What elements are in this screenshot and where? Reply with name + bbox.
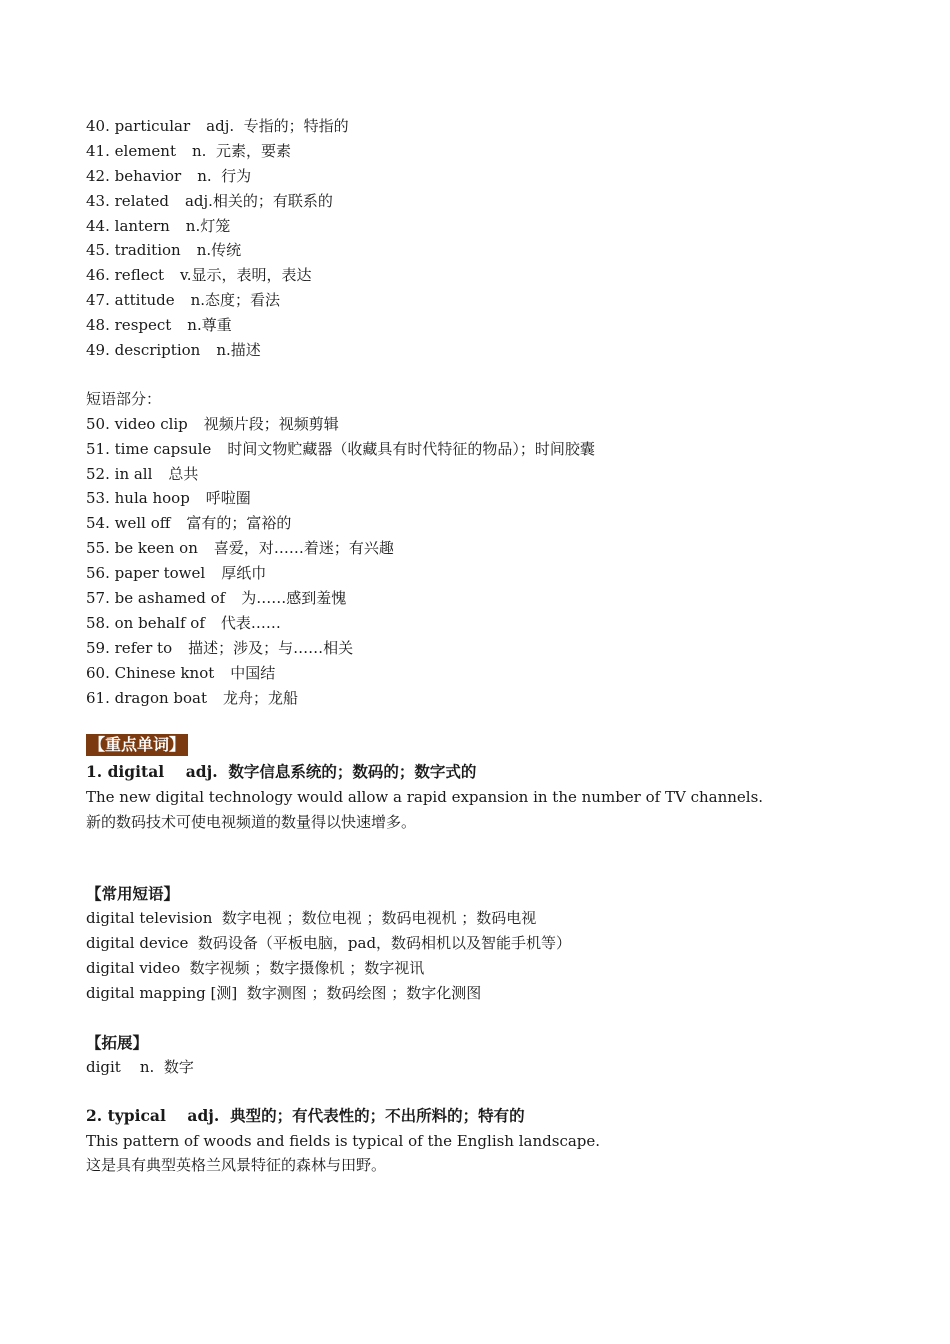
phrase-meaning: 富有的；富裕的 bbox=[186, 514, 292, 533]
key-words-badge: 【重点单词】 bbox=[86, 734, 188, 756]
phrase-text: refer to bbox=[114, 638, 173, 657]
item-number: 56. bbox=[86, 564, 110, 583]
phrase-text: in all bbox=[114, 464, 153, 483]
vocab-item bbox=[86, 263, 886, 288]
vocab-item bbox=[86, 338, 886, 363]
extension-item: digit n. 数字 bbox=[86, 1057, 194, 1076]
phrase-text: time capsule bbox=[114, 439, 212, 458]
phrase-item bbox=[86, 661, 886, 686]
phrase-item bbox=[86, 561, 886, 586]
phrase-text: hula hoop bbox=[114, 489, 190, 508]
item-number: 55. bbox=[86, 539, 110, 558]
item-number: 44. bbox=[86, 216, 110, 235]
vocab-word: particular bbox=[114, 117, 191, 135]
phrase-meaning: 总共 bbox=[168, 464, 199, 483]
item-number: 54. bbox=[86, 514, 110, 533]
vocab-meaning: v.显示，表明，表达 bbox=[180, 266, 312, 285]
phrase-item bbox=[86, 636, 886, 661]
phrase-meaning: 厚纸巾 bbox=[221, 564, 267, 583]
vocab-meaning: n.传统 bbox=[196, 241, 242, 260]
item-number: 46. bbox=[86, 266, 110, 285]
phrase-item bbox=[86, 437, 886, 462]
vocab-word: respect bbox=[114, 316, 172, 335]
phrase-item bbox=[86, 536, 886, 561]
item-number: 50. bbox=[86, 414, 110, 433]
common-phrase-item: digital mapping [测] 数字测图 ；数码绘图 ；数字化测图 bbox=[86, 983, 482, 1002]
example-sentence-en: The new digital technology would allow a rapid expansion in the number of TV channels. bbox=[86, 788, 764, 807]
phrase-item bbox=[86, 511, 886, 536]
phrase-text: be keen on bbox=[114, 539, 198, 558]
vocab-meaning: n. 元素，要素 bbox=[191, 141, 291, 160]
extension-heading: 【拓展】 bbox=[86, 1032, 149, 1052]
phrase-meaning: 时间文物贮藏器（收藏具有时代特征的物品）；时间胶囊 bbox=[227, 439, 595, 458]
item-number: 43. bbox=[86, 191, 110, 210]
vocab-meaning: adj.相关的；有联系的 bbox=[184, 191, 333, 210]
vocab-word: tradition bbox=[114, 241, 181, 260]
phrase-text: well off bbox=[114, 514, 171, 533]
vocab-meaning: n.描述 bbox=[216, 341, 261, 360]
item-number: 58. bbox=[86, 613, 110, 632]
phrase-meaning: 喜爱，对……着迷；有兴趣 bbox=[213, 539, 394, 558]
example-sentence-zh: 新的数码技术可使电视频道的数量得以快速增多。 bbox=[86, 813, 417, 832]
vocab-item bbox=[86, 238, 886, 263]
item-number: 49. bbox=[86, 341, 110, 360]
item-number: 51. bbox=[86, 439, 110, 458]
document-page bbox=[86, 114, 886, 1178]
phrase-meaning: 中国结 bbox=[230, 663, 276, 682]
item-number: 40. bbox=[86, 117, 110, 135]
item-number: 52. bbox=[86, 464, 110, 483]
entry-headword: 1. digital adj. 数字信息系统的；数码的；数字式的 bbox=[86, 762, 477, 782]
vocab-item bbox=[86, 139, 886, 164]
phrase-item bbox=[86, 686, 886, 711]
example-sentence-zh: 这是具有典型英格兰风景特征的森林与田野。 bbox=[86, 1156, 387, 1175]
phrase-text: Chinese knot bbox=[114, 663, 215, 682]
phrase-text: be ashamed of bbox=[114, 589, 226, 608]
phrase-text: paper towel bbox=[114, 564, 206, 583]
vocab-meaning: n.尊重 bbox=[187, 316, 232, 335]
vocab-item bbox=[86, 189, 886, 214]
phrase-item bbox=[86, 611, 886, 636]
vocab-item bbox=[86, 164, 886, 189]
vocab-meaning: n. 行为 bbox=[197, 166, 252, 185]
item-number: 42. bbox=[86, 166, 110, 185]
phrase-meaning: 代表…… bbox=[220, 613, 281, 632]
vocab-list bbox=[86, 114, 886, 363]
item-number: 57. bbox=[86, 589, 110, 608]
item-number: 41. bbox=[86, 141, 110, 160]
vocab-meaning: adj. 专指的；特指的 bbox=[206, 117, 349, 135]
common-phrase-item: digital television 数字电视 ；数位电视 ；数码电视机 ；数码电视 bbox=[86, 909, 537, 928]
item-number: 47. bbox=[86, 291, 110, 310]
vocab-meaning: n.态度；看法 bbox=[190, 291, 281, 310]
phrase-meaning: 龙舟；龙船 bbox=[223, 688, 299, 707]
phrase-item bbox=[86, 462, 886, 487]
vocab-word: element bbox=[114, 141, 176, 160]
vocab-word: related bbox=[114, 191, 169, 210]
item-number: 60. bbox=[86, 663, 110, 682]
common-phrase-item: digital video 数字视频 ；数字摄像机 ；数字视讯 bbox=[86, 958, 425, 977]
phrase-item bbox=[86, 586, 886, 611]
phrase-meaning: 视频片段；视频剪辑 bbox=[203, 414, 339, 433]
phrase-item bbox=[86, 486, 886, 511]
item-number: 61. bbox=[86, 688, 110, 707]
item-number: 48. bbox=[86, 316, 110, 335]
item-number: 45. bbox=[86, 241, 110, 260]
item-number: 53. bbox=[86, 489, 110, 508]
vocab-item bbox=[86, 214, 886, 239]
vocab-word: description bbox=[114, 341, 201, 360]
common-phrases-heading: 【常用短语】 bbox=[86, 884, 180, 904]
vocab-item bbox=[86, 114, 886, 139]
vocab-word: behavior bbox=[114, 166, 182, 185]
phrases-heading: 短语部分： bbox=[86, 389, 162, 408]
vocab-word: lantern bbox=[114, 216, 170, 235]
phrase-meaning: 呼啦圈 bbox=[205, 489, 251, 508]
common-phrases-list bbox=[86, 906, 886, 1006]
vocab-meaning: n.灯笼 bbox=[185, 216, 231, 235]
vocab-item bbox=[86, 288, 886, 313]
phrase-text: dragon boat bbox=[114, 688, 208, 707]
phrase-item bbox=[86, 412, 886, 437]
vocab-item bbox=[86, 313, 886, 338]
phrase-meaning: 为……感到羞愧 bbox=[241, 589, 347, 608]
vocab-word: attitude bbox=[114, 291, 175, 310]
phrase-text: video clip bbox=[114, 414, 188, 433]
vocab-word: reflect bbox=[114, 266, 164, 285]
phrase-text: on behalf of bbox=[114, 613, 205, 632]
common-phrase-item: digital device 数码设备（平板电脑，pad，数码相机以及智能手机等） bbox=[86, 934, 572, 953]
example-sentence-en: This pattern of woods and fields is typical of the English landscape. bbox=[86, 1131, 601, 1150]
phrase-meaning: 描述；涉及；与……相关 bbox=[188, 638, 354, 657]
item-number: 59. bbox=[86, 638, 110, 657]
phrases-list bbox=[86, 412, 886, 711]
entry-headword: 2. typical adj. 典型的；有代表性的；不出所料的；特有的 bbox=[86, 1105, 525, 1125]
